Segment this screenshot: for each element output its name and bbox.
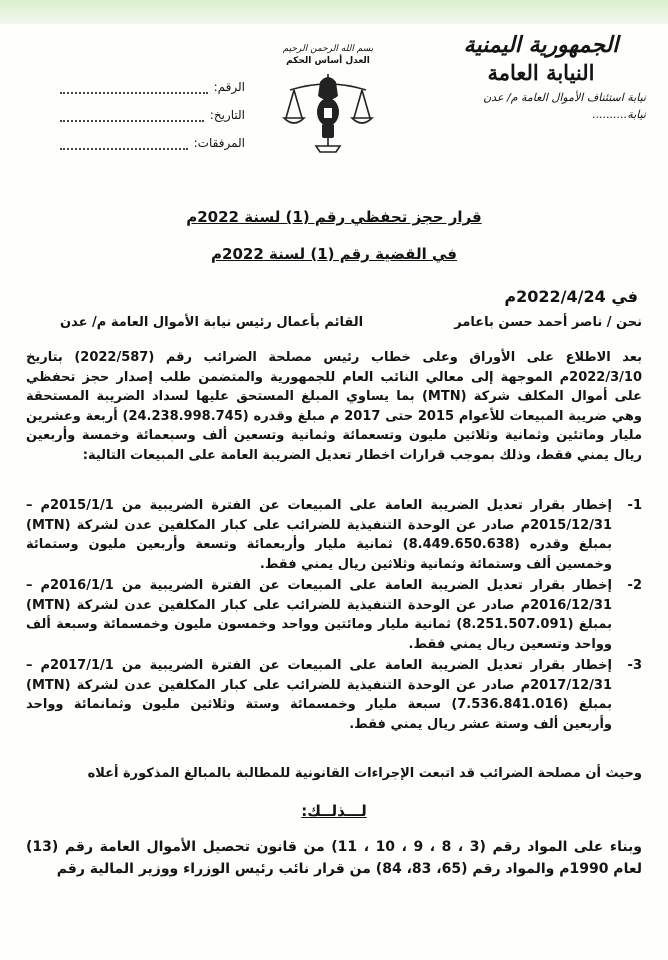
motto-text: العدل أساس الحكم [286, 56, 370, 66]
issuer-line [60, 315, 642, 330]
legal-basis-paragraph: وبناء على المواد رقم (3 ، 8 ، 9 ، 10 ، 11) من قانون تحصيل الأموال العامة رقم (13) لعام 1990م والمواد رقم (65، 83، 84) من قرار نائب رئيس الوزراء ووزير المالية رقم [26, 839, 642, 877]
attachments-row [60, 122, 245, 150]
top-edge-strip [0, 0, 668, 25]
reference-date-blank [60, 108, 204, 122]
list-item-number: 1- [627, 498, 642, 513]
reference-fields [60, 66, 245, 150]
list-item-text: إخطار بقرار تعديل الضريبة العامة على المبيعات عن الفترة الضريبية من 2017/1/1م – 2017/12/31م صادر عن الوحدة التنفيذية للضرائب على كبار المكلفين عدن لشركة (MTN) بمبلغ (7.536.841.016) سبعة مليار وخمسمائة وستة وثلاثين مليون وثمانمائة وواحد وأربعين ألف وستة عشر ريال يمني فقط. [26, 658, 612, 732]
reference-date-row [60, 94, 245, 122]
therefore-heading: لـــذلــك: [301, 802, 367, 820]
tax-notices-list [26, 496, 642, 736]
list-item-text: إخطار بقرار تعديل الضريبة العامة على المبيعات عن الفترة الضريبية من 2016/1/1م – 2016/12/31م صادر عن الوحدة التنفيذية للضرائب على كبار المكلفين عدن لشركة (MTN) بمبلغ (8.251.507.091) ثمانية مليار ومائتين وواحد وخمسون مليون وخمسمائة وسبعة ألف وواحد وتسعين ريال يمني فقط. [26, 578, 613, 652]
list-item [26, 576, 642, 654]
reference-number-blank [60, 80, 208, 94]
list-item-number: 2- [627, 578, 642, 593]
reference-number-label: الرقم: [213, 80, 245, 94]
reference-date-label: التاريخ: [209, 108, 245, 122]
attachments-blank [60, 136, 188, 150]
decision-date: في 2022/4/24م [504, 287, 638, 306]
issuer-name: نحن / ناصر أحمد حسن باعامر [454, 315, 642, 330]
office-name: النيابة العامة [487, 60, 595, 85]
state-emblem-block [270, 44, 386, 156]
scales-of-justice-icon [280, 68, 376, 156]
sub-office-line-2: نيابة.......... [592, 108, 646, 121]
list-item-text: إخطار بقرار تعديل الضريبة العامة على المبيعات عن الفترة الضريبية من 2015/1/1م – 2015/12/31م صادر عن الوحدة التنفيذية للضرائب على كبار المكلفين عدن لشركة (MTN) بمبلغ وقدره (8.449.650.638) ثمانية مليار وأربعمائة وتسعة وأربعين مليون وستمائة وخمسين ألف وستمائة وثمانية وثلاثين ريال يمني فقط. [26, 498, 613, 572]
case-title: في القضية رقم (1) لسنة 2022م [211, 245, 457, 263]
decision-title: قرار حجز تحفظي رقم (1) لسنة 2022م [186, 208, 482, 226]
sub-office-name: نيابة استئناف الأموال العامة م/ عدن [483, 91, 646, 104]
issuer-role: القائم بأعمال رئيس نيابة الأموال العامة م/ عدن [60, 315, 364, 330]
whereas-paragraph: وحيث أن مصلحة الضرائب قد اتبعت الإجراءات القانونية للمطالبة بالمبالغ المذكورة أعلاه [87, 766, 642, 781]
intro-paragraph: بعد الاطلاع على الأوراق وعلى خطاب رئيس مصلحة الضرائب رقم (2022/587) بتاريخ 2022/3/10م الموجهة إلى معالي النائب العام للجمهورية والمتضمن طلب إصدار حجز تحفظي على أموال المكلف شركة (MTN) بما يساوي المبلغ المستحق عليها لسداد الضريبة المستحقة وهي ضريبة المبيعات للأعوام 2015 حتى 2017 م مبلغ وقدره (24.238.998.745) أربعة وعشرين مليار وماتئين وثمانية وثلاثين مليون وتسعمائة وثمانية وتسعين ألف وسبعمائة وخمسة وأربعين ريال يمني فقط، وذلك بموجب قرارات اخطار تعديل الضريبة العامة على المبيعات التالية: [26, 350, 642, 463]
list-item [26, 656, 642, 734]
republic-name: الجمهورية اليمنية [463, 32, 619, 58]
letterhead [436, 32, 646, 121]
list-item-number: 3- [627, 658, 642, 673]
reference-number-row [60, 66, 245, 94]
basmala-text: بسم الله الرحمن الرحيم [282, 44, 374, 54]
attachments-label: المرفقات: [193, 136, 245, 150]
list-item [26, 496, 642, 574]
